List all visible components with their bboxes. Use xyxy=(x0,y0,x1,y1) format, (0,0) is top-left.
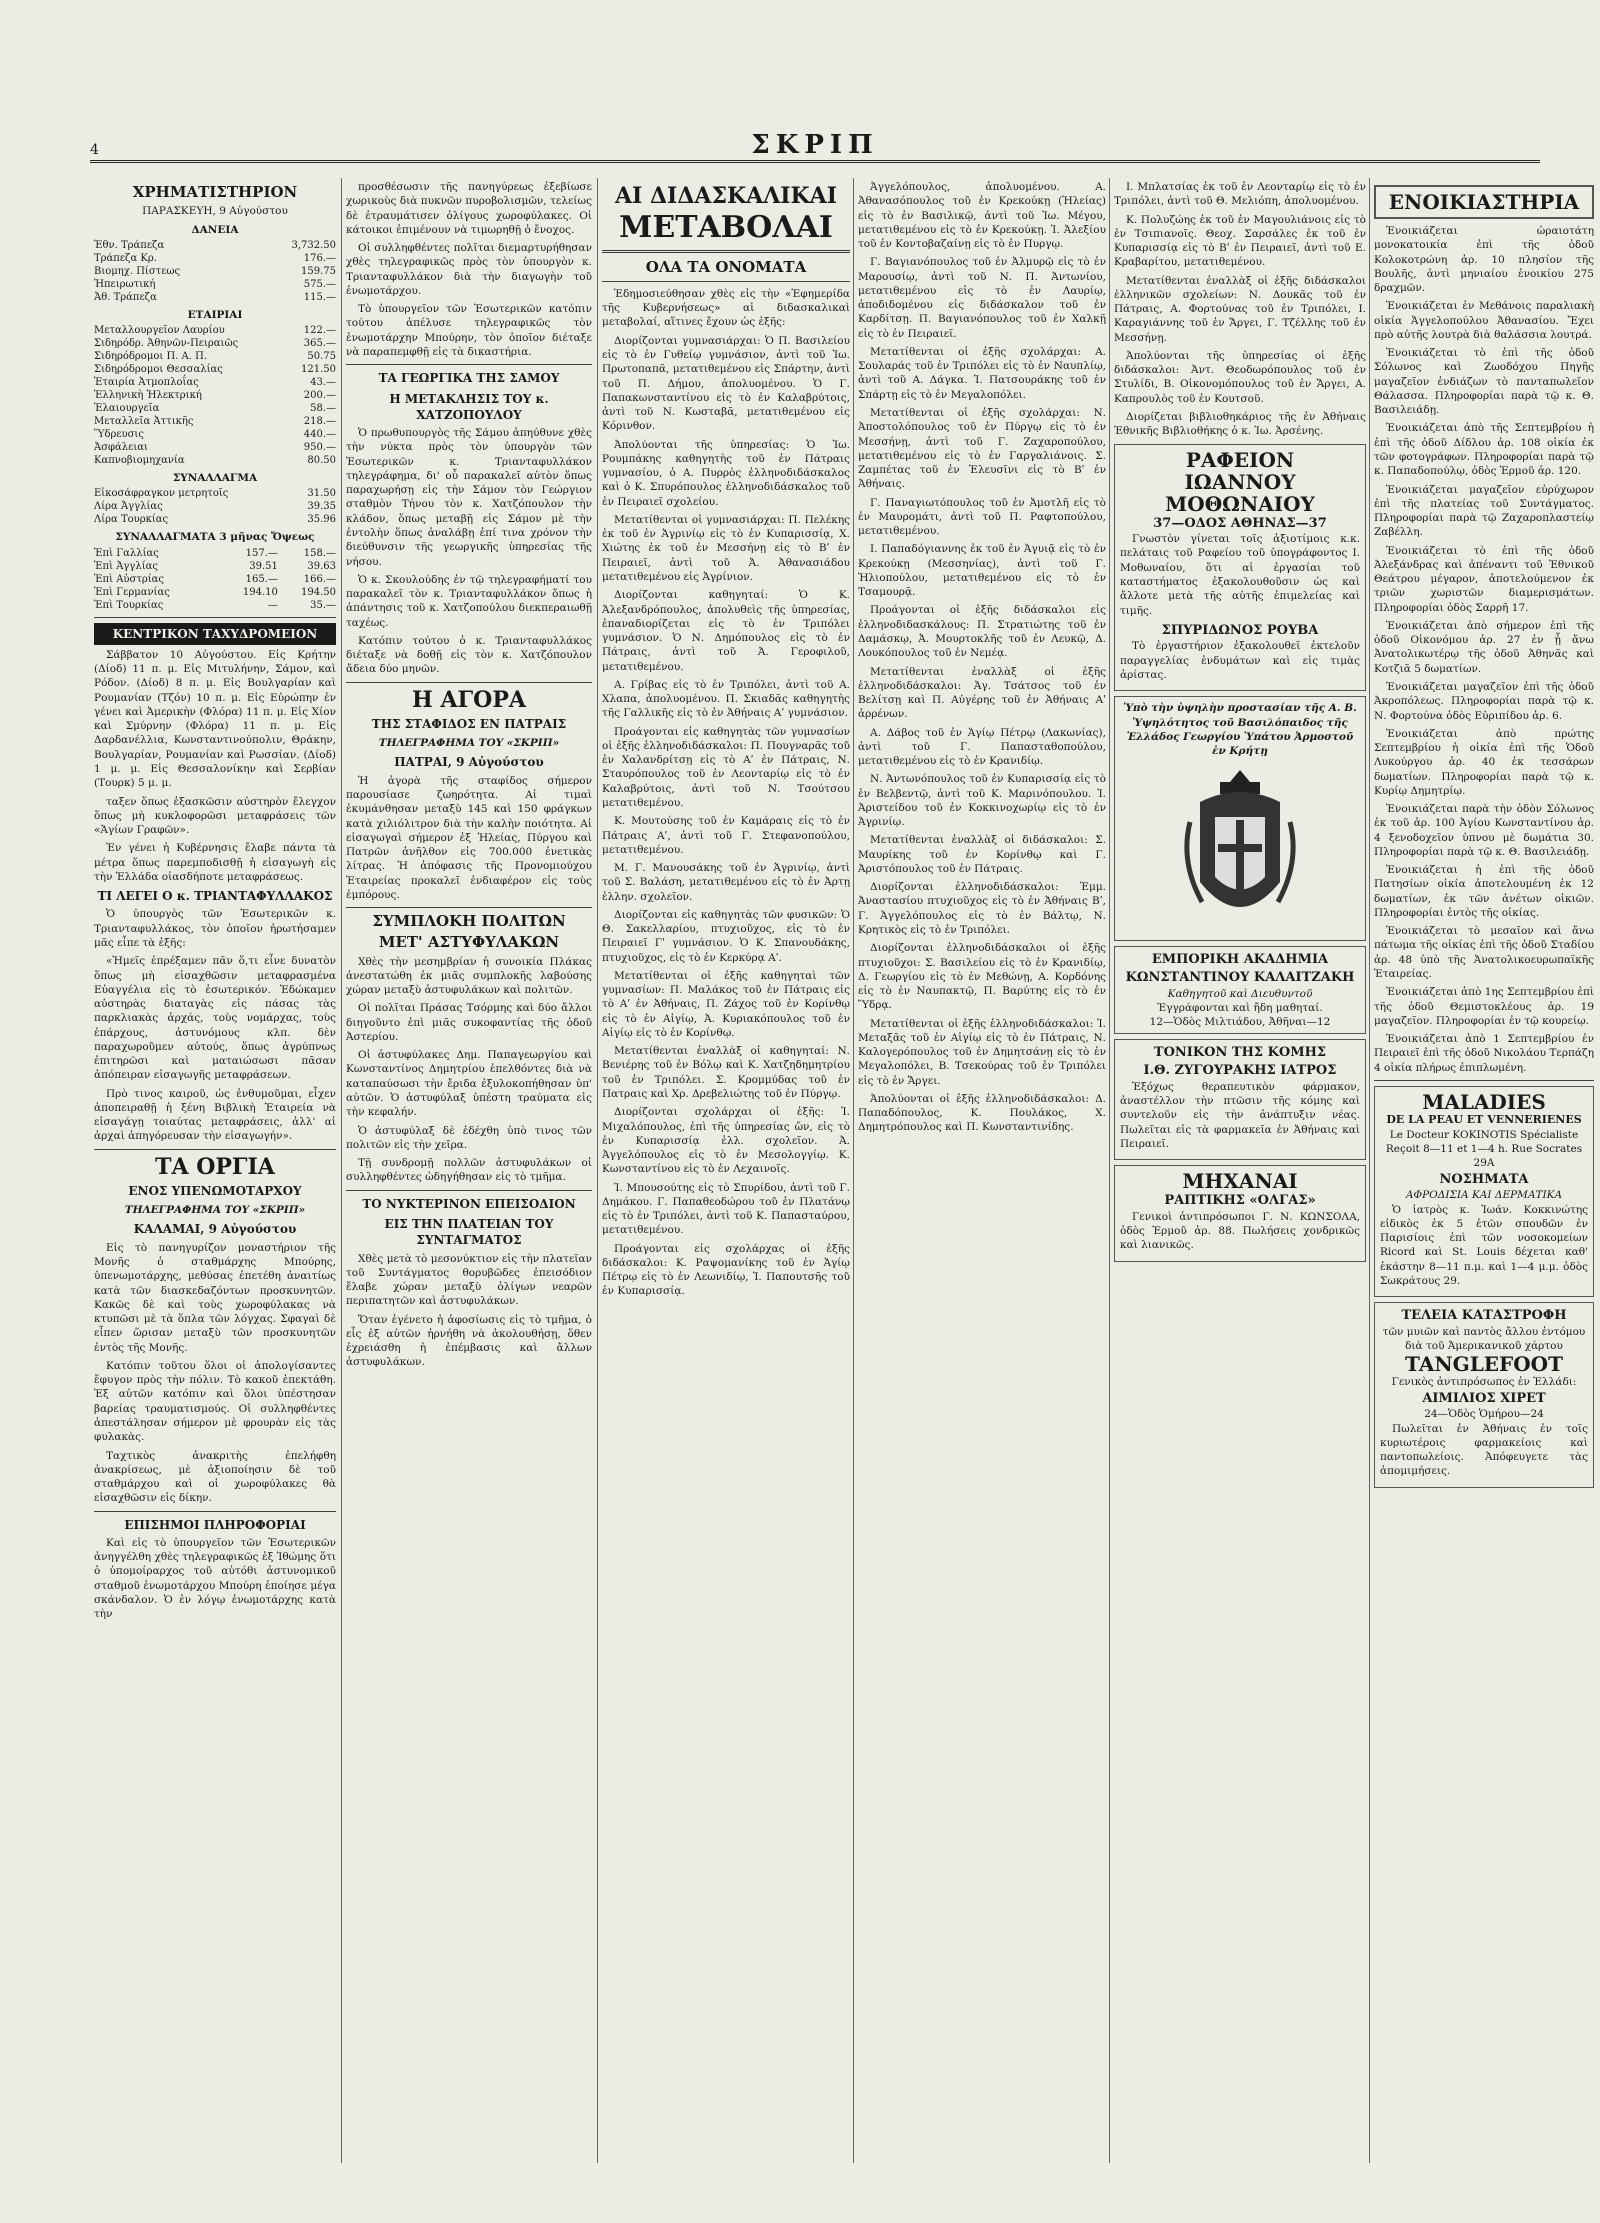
row-value: 43.— xyxy=(310,377,336,389)
diseases-subtitle: ΑΦΡΟΔΙΣΙΑ ΚΑΙ ΔΕΡΜΑΤΙΚΑ xyxy=(1405,1189,1563,1202)
flypaper-text: Πωλεῖται ἐν Ἀθήναις ἐν τοῖς κυριωτέροις φαρμακείοις καὶ παντοπωλείοις. Ἀπόφευγετε τὰς ἀπομιμήσεις. xyxy=(1380,1422,1588,1478)
post-office-title: ΚΕΝΤΡΙΚΟΝ ΤΑΧΥΔΡΟΜΕΙΟΝ xyxy=(94,623,336,645)
divider xyxy=(346,364,592,365)
tailor-ad xyxy=(1114,444,1366,692)
divider xyxy=(346,1190,592,1191)
academy-note: Ἐγγράφονται καὶ ἤδη μαθηταί. xyxy=(1157,1001,1323,1014)
article-paragraph: Μετατίθενται οἱ ἑξῆς σχολάρχαι: Α. Σουλαράς τοῦ ἐν Τριπόλει εἰς τὸ ἐν Ναυπλίῳ, ἀντὶ τοῦ Α. Δάγκα. Ἰ. Πατσουράκης τοῦ ἐν Σπάρτῃ εἰς τὸ ἐν Μεγαλοπόλει. xyxy=(858,345,1106,401)
companies-heading: ΕΤΑΙΡΙΑΙ xyxy=(187,308,243,321)
row-value: 39.63 xyxy=(307,560,336,572)
row-value: 35.96 xyxy=(307,514,336,526)
row-name: Ἐπὶ Ἀγγλίας xyxy=(94,560,158,572)
divider xyxy=(346,682,592,683)
column-4 xyxy=(858,180,1106,1139)
teachers-title-2: ΜΕΤΑΒΟΛΑΙ xyxy=(619,210,833,246)
article-paragraph: Ἐδημοσιεύθησαν χθὲς εἰς τὴν «Ἐφημερίδα τῆς Κυβερνήσεως» αἱ διδασκαλικαὶ μεταβολαί, αἵτινες ἔχουν ὡς ἑξῆς: xyxy=(602,287,850,329)
article-paragraph: Ἀπολύονται οἱ ἑξῆς ἑλληνοδιδάσκαλοι: Δ. Παπαδόπουλος, Κ. Πουλάκος, Χ. Δημητρόπουλος καὶ Π. Κωνσταντινίδης. xyxy=(858,1092,1106,1134)
article-paragraph: Ἐν γένει ἡ Κυβέρνησις ἔλαβε πάντα τὰ μέτρα ὅπως παρεμποδισθῇ ἡ εἰσαγωγὴ εἰς τὴν Ἑλλάδα οἱασδήποτε μεταφράσεως. xyxy=(94,842,336,883)
maladies-hours: Reçoit 8—11 et 1—4 h. Rue Socrates 29A xyxy=(1385,1143,1583,1170)
article-paragraph: Ὁ πρωθυπουργὸς τῆς Σάμου ἀπηύθυνε χθὲς τὴν νύκτα πρὸς τὸν ὑπουργὸν τῶν Ἐσωτερικῶν κ. Τριανταφυλλάκον τηλεγράφημα, δι' οὗ παρακαλεῖ αὐτὸν ὅπως παραχωρήσῃ εἰς τὴν Σάμον τὸν Γεώργιον σταθμὸν Τήνου τὸν κ. Χατζόπουλον τὴν κλάδον, ὅπως μεταβῇ εἰς Σάμον μὲ τὴν ἐντολὴν ὅπως ἀναλάβῃ ἐπί τινα χρόνον τὴν διεύθυνσιν τῆς γεωργικῆς ὑπηρεσίας τῆς νήσου. xyxy=(346,427,592,568)
row-name: Ἐθν. Τράπεζα xyxy=(94,239,165,251)
loans-heading: ΔΑΝΕΙΑ xyxy=(191,223,239,236)
rental-ad: Ἐνοικιάζεται ἐν Μεθάνοις παραλιακὴ οἰκία Ἀγγελοπούλου Ἀθανασίου. Ἔχει πρὸ αὐτῆς λουτρὰ διὰ θαλάσσια λουτρά. xyxy=(1374,300,1594,341)
row-value: 200.— xyxy=(303,390,336,402)
row-name: Ἑλληνικὴ Ἠλεκτρική xyxy=(94,390,202,402)
row-name: Ἠπειρωτική xyxy=(94,278,156,290)
table-row xyxy=(94,454,336,467)
night-incident-title: ΤΟ ΝΥΚΤΕΡΙΝΟΝ ΕΠΕΙΣΟΔΙΟΝ xyxy=(362,1196,576,1211)
article-paragraph: Γ. Παναγιωτόπουλος τοῦ ἐν Ἀμοτλῆ εἰς τὸ ἐν Μαυρομάτι, ἀντὶ τοῦ Π. Ραφτοπούλου, μετατιθεμένου. xyxy=(858,496,1106,538)
table-row xyxy=(94,291,336,304)
table-row xyxy=(94,513,336,526)
rental-ad: Ἐνοικιάζεται τὸ ἐπὶ τῆς ὁδοῦ Ἀλεξάνδρας καὶ ἀπέναντι τοῦ Ἐθνικοῦ Θεάτρου μέγαρον, ἀποτελούμενον ἐκ τριῶν χωριστῶν διαμερισμάτων. Πληροφορίαι ὁδὸς Σαρρῆ 17. xyxy=(1374,544,1594,614)
rental-ad: Ἐνοικιάζεται τὸ μεσαῖον καὶ ἄνω πάτωμα τῆς οἰκίας ἐπὶ τῆς ὁδοῦ Σταδίου ἀρ. 48 ὑπὸ τῆς Ἀνατολικοευρωπαϊκῆς Ἑταιρείας. xyxy=(1374,925,1594,981)
telegram-label: ΤΗΛΕΓΡΑΦΗΜΑ ΤΟΥ «ΣΚΡΙΠ» xyxy=(378,737,560,750)
article-paragraph: Οἱ συλληφθέντες πολῖται διεμαρτυρήθησαν χθὲς τηλεγραφικῶς πρὸς τὸν ὑπουργὸν κ. Τριανταφυλλάκον διὰ τὴν διαγωγὴν τοῦ ἐνωμοτάρχου. xyxy=(346,242,592,297)
article-paragraph: Χθὲς τὴν μεσημβρίαν ἡ συνοικία Πλάκας ἀνεστατώθη ἐκ μιᾶς συμπλοκῆς λαβούσης χώραν μεταξὺ ἀστυφυλάκων καὶ πολιτῶν. xyxy=(346,955,592,997)
article-paragraph: Καὶ εἰς τὸ ὑπουργεῖον τῶν Ἐσωτερικῶν ἀνηγγέλθη χθὲς τηλεγραφικῶς ἐξ Ἰθώμης ὅτι ὁ ὑπομοίραρχος τοῦ αὐτόθι ἀστυνομικοῦ σταθμοῦ ἐνωμοτάρχου Μπούρη ἐποίησε μέγα σκάνδαλον. Ὁ ἐν λόγῳ ἐνωμοτάρχης κατὰ τὴν xyxy=(94,1536,336,1621)
masthead-title: ΣΚΡΙΠ xyxy=(751,130,879,160)
divider xyxy=(94,617,336,618)
article-paragraph: Μετατίθενται ἐναλλὰξ οἱ διδάσκαλοι: Σ. Μαυρίκης τοῦ ἐν Κορίνθῳ καὶ Γ. Ἀριστόπουλος τοῦ ἐν Πάτραις. xyxy=(858,834,1106,875)
table-row xyxy=(94,415,336,428)
article-paragraph: Διορίζονται καθηγηταί: Ὁ Κ. Ἀλεξανδρόπουλος, ἀπολυθεὶς τῆς ὑπηρεσίας, ἐπαναδιορίζεται εἰς τὸ ἐν Τριπόλει γυμνάσιον. Ὁ Ν. Δημόπουλος εἰς τὸ ἐν Πάτραις, ἀντὶ τοῦ Ἀ. Γεροφιλοῦ, μετατιθεμένου. xyxy=(602,589,850,673)
article-paragraph: Προάγονται οἱ ἑξῆς διδάσκαλοι εἰς ἑλληνοδιδασκάλους: Π. Στρατιώτης τοῦ ἐν Δαμάσκῳ, Ἀ. Μουρτοκλῆς τοῦ ἐν Λευκῷ, Δ. Λουκόπουλος τοῦ ἐν Νεμέᾳ. xyxy=(858,604,1106,660)
row-name: Ἐλαιουργεῖα xyxy=(94,403,160,415)
article-paragraph: Διορίζονται ἑλληνοδιδάσκαλοι: Ἐμμ. Ἀναστασίου πτυχιοῦχος εἰς τὸ ἐν Ἀθήναις Βʹ, Γ. Ἀγγελόπουλος εἰς τὸ ἐν Βάλτῳ, Ν. Κρητικὸς εἰς τὸ ἐν Τριπόλει. xyxy=(858,881,1106,937)
diseases-title: ΝΟΣΗΜΑΤΑ xyxy=(1439,1171,1529,1187)
tailor-name-2: ΣΠΥΡΙΔΩΝΟΣ ΡΟΥΒΑ xyxy=(1161,622,1319,638)
row-name: Μεταλλεῖα Ἀττικῆς xyxy=(94,416,194,428)
row-value: 157.— xyxy=(245,547,278,559)
table-row xyxy=(94,363,336,376)
row-name: Λίρα Ἀγγλίας xyxy=(94,501,163,513)
article-paragraph: Κατόπιν τοῦτου ὅλοι οἱ ἀπολογίσαντες ἔφυγον πρὸς τὴν πόλιν. Τὸ κακοῦ ἐπεκτάθη. Ἐξ αὐτῶν κατόπιν καὶ ὅλοι ὑπέστησαν βαρείας τραυματισμούς. Οἱ συλληφθέντες ἀπεστάλησαν σήμερον μὲ φρουρὰν εἰς τὰς φυλακὰς. xyxy=(94,1359,336,1444)
tailor-address: 37—ΟΔΟΣ ΑΘΗΝΑΣ—37 xyxy=(1153,515,1327,531)
row-value: 165.— xyxy=(245,573,278,585)
orgia-subtitle: ΕΝΟΣ ΥΠΕΝΩΜΟΤΑΡΧΟΥ xyxy=(128,1183,302,1198)
article-paragraph: Ἀπολύονται τῆς ὑπηρεσίας οἱ ἑξῆς διδάσκαλοι: Ἀντ. Θεοδωρόπουλος τοῦ ἐν Στυλίδι, Β. Οἰκονομόπουλος τοῦ ἐν Ἄργει, Α. Καπρουλὸς τοῦ ἐν Κουτσοῦ. xyxy=(1114,349,1366,405)
article-paragraph: Οἱ ἀστυφύλακες Δημ. Παπαγεωργίου καὶ Κωνσταντίνος Δημητρίου ἐπελθόντες διὰ νὰ καταπαύσωσι τὴν ἔριδα ἐξυλοκοπήθησαν ὑπ' αὐτῶν. Ὁ ἀστυφύλαξ ὑπέστη τραύματα εἰς τὴν κεφαλήν. xyxy=(346,1049,592,1119)
article-paragraph: Ταχτικὸς ἀνακριτὴς ἐπελήφθη ἀνακρίσεως, μὲ ἀξιοποίησιν δὲ τοῦ σταθμάρχου καὶ οἱ χωροφύλακες θὰ εἰσαχθῶσιν εἰς δίκην. xyxy=(94,1449,336,1505)
diseases-text: Ὁ ἰατρὸς κ. Ἰωάν. Κοκκινώτης εἰδικὸς ἐκ 5 ἐτῶν σπουδῶν ἐν Παρισίοις ἐπὶ τῶν νοσοκομείων Ricord καὶ St. Louis δέχεται καθ' ἑκάστην 8—11 π.μ. καὶ 1—4 μ.μ. ὁδὸς Σωκράτους 29. xyxy=(1380,1203,1588,1287)
row-name: Ἐπὶ Γαλλίας xyxy=(94,547,159,559)
table-row xyxy=(94,265,336,278)
sewing-machines-ad xyxy=(1114,1165,1366,1261)
table-row xyxy=(94,599,336,612)
flypaper-subtitle: τῶν μυιῶν καὶ παντὸς ἄλλου ἐντόμου διὰ τοῦ Ἀμερικανικοῦ χάρτου xyxy=(1382,1325,1586,1353)
article-paragraph: Διορίζονται ἑλληνοδιδάσκαλοι οἱ ἑξῆς πτυχιοῦχοι: Σ. Βασιλείου εἰς τὸ ἐν Κρανιδίῳ, Δ. Γεωργίου εἰς τὸ ἐν Μεθώνῃ, Α. Κορδόνης εἰς τὸ ἐν Ναυπακτῷ, Π. Βαρύτης εἰς τὸ ἐν Ὕδρᾳ. xyxy=(858,942,1106,1012)
rental-ad: Ἐνοικιάζεται ἡ ἐπὶ τῆς ὁδοῦ Πατησίων οἰκία ἀποτελουμένη ἐκ 12 δωματίων, ἐκ τῶν ἀνέτων οἰκιῶν. Πληροφορίαι ἐντὸς τῆς οἰκίας. xyxy=(1374,864,1594,919)
article-paragraph: Προάγονται εἰς καθηγητὰς τῶν γυμνασίων οἱ ἑξῆς ἑλληνοδιδάσκαλοι: Π. Πουγναρᾶς τοῦ ἐν Χαλανδρίτσῃ εἰς τὸ Αʹ ἐν Πάτραις, Ν. Σταυρόπουλος τοῦ ἐν Λεονταρίῳ εἰς τὸ ἐν Καλαβρύτοις, ἀντὶ τοῦ Ν. Τσούτσου μετατιθεμένου. xyxy=(602,725,850,809)
police-subtitle: ΜΕΤ' ΑΣΤΥΦΥΛΑΚΩΝ xyxy=(378,933,560,952)
row-value: 194.10 xyxy=(242,586,278,598)
table-row xyxy=(94,428,336,441)
row-value: 218.— xyxy=(303,416,336,428)
rental-ad: Ἐνοικιάζεται ἀπὸ πρώτης Σεπτεμβρίου ἡ οἰκία ἐπὶ τῆς Ὁδοῦ Λυκούργου ἀρ. 40 ἐκ τεσσάρων δωματίων. Πληροφορίαι παρὰ τῷ κ. Κυρίῳ Δημητρίῳ. xyxy=(1374,727,1594,797)
article-paragraph: Ἀγγελόπουλος, ἀπολυομένου. Α. Ἀθανασόπουλος τοῦ ἐν Κρεκούκῃ (Ἠλείας) εἰς τὸ ἐν Βασιλικῷ, ἀντὶ τοῦ Ἰω. Μέγου, μετατιθεμένου εἰς τὸ ἐν Κρεκούκῃ. Ἰ. Ἀλεξίου τοῦ ἐν Κοντοβαζαίνῃ εἰς τὸ ἐν Πυργῳ. xyxy=(858,181,1106,251)
divider xyxy=(1374,1080,1594,1081)
table-row xyxy=(94,337,336,350)
article-paragraph: Μετατίθενται οἱ ἑξῆς καθηγηταὶ τῶν γυμνασίων: Π. Μαλάκος τοῦ ἐν Πάτραις εἰς τὸ Αʹ ἐν Ἀθήναις, Π. Ζάχος τοῦ ἐν Κορίνθῳ εἰς τὸ ἐν Αἰγίῳ, Ἀ. Κυριακόπουλος τοῦ ἐν Αἰγίῳ εἰς τὸ ἐν Κορίνθῳ. xyxy=(602,969,850,1039)
rental-ad: Ἐνοικιάζεται ἀπὸ τῆς Σεπτεμβρίου ἡ ἐπὶ τῆς ὁδοῦ Δίδλου ἀρ. 108 οἰκία ἐκ τῶν φοτογράφων. Πληροφορίαι παρὰ τῷ κ. Παπαδοπούλῳ, ὁδὸς Ἐρμοῦ ἀρ. 120. xyxy=(1374,422,1594,478)
row-name: Βιομηχ. Πίστεως xyxy=(94,265,181,277)
maladies-subtitle: DE LA PEAU ET VENNERIENES xyxy=(1386,1112,1582,1126)
column-rule xyxy=(853,178,854,2163)
article-paragraph: Μετατίθενται ἐναλλὰξ οἱ ἑξῆς διδάσκαλοι ἑλληνικῶν σχολείων: Ν. Δουκᾶς τοῦ ἐν Πάτραις, Α. Φορτούνας τοῦ ἐν Τριπόλει, Ι. Καραγιάννης τοῦ ἐν Ἄργει, Γ. Τζέλλης τοῦ ἐν Μεσσήνῃ. xyxy=(1114,274,1366,344)
tonic-ad xyxy=(1114,1039,1366,1160)
night-incident-subtitle: ΕΙΣ ΤΗΝ ΠΛΑΤΕΙΑΝ ΤΟΥ ΣΥΝΤΑΓΜΑΤΟΣ xyxy=(384,1216,554,1248)
article-paragraph: Μετατίθενται οἱ γυμνασιάρχαι: Π. Πελέκης ἐκ τοῦ ἐν Ἀγρινίῳ εἰς τὸ ἐν Κυπαρισσίᾳ, Χ. Χιώτης ἐκ τοῦ ἐν Μεσσήνῃ εἰς τὸ Βʹ ἐν Πειραιεῖ, ἀντὶ τοῦ Ἀ. Ἀθανασιάδου μετατιθεμένου εἰς Ἀγρίνιον. xyxy=(602,513,850,583)
table-row xyxy=(94,278,336,291)
divider xyxy=(94,1149,336,1150)
article-paragraph: Ι. Παπαδόγιαννης ἐκ τοῦ ἐν Ἀγυιᾷ εἰς τὸ ἐν Κρεκούκῃ (Μεσσηνίας), ἀντὶ τοῦ Γ. Ἠλιοπούλου, μετατιθεμένου εἰς τὸ ἐν Τσαμουρᾷ. xyxy=(858,543,1106,599)
dateline: ΚΑΛΑΜΑΙ, 9 Αὐγούστου xyxy=(133,1222,297,1237)
table-row xyxy=(94,376,336,389)
rental-ad: Ἐνοικιάζεται ὡραιοτάτη μονοκατοικία ἐπὶ τῆς ὁδοῦ Κολοκοτρώνη ἀρ. 10 πλησίον τῆς Βουλῆς, ἀντὶ μηνιαίου ἐνοικίου 275 δραχμῶν. xyxy=(1374,225,1594,295)
row-name: Ἀθ. Τράπεζα xyxy=(94,291,157,303)
article-paragraph: Διορίζονται εἰς καθηγητὰς τῶν φυσικῶν: Ὁ Θ. Σακελλαρίου, πτυχιοῦχος, εἰς τὸ ἐν Πειραιεῖ Γʹ γυμνάσιον. Ὁ Κ. Σπανουδάκης, πτυχιοῦχος, εἰς τὸ ἐν Κερκύρᾳ Αʹ. xyxy=(602,908,850,964)
article-paragraph: Χθὲς μετὰ τὸ μεσονύκτιον εἰς τὴν πλατεῖαν τοῦ Συντάγματος θορυβῶδες ἐπεισόδιον ἔλαβε χώραν μεταξὺ ὀλίγων νεαρῶν περιπατητῶν καὶ ἀστυφυλάκων. xyxy=(346,1252,592,1308)
exchange-title: ΧΡΗΜΑΤΙΣΤΗΡΙΟΝ xyxy=(132,183,298,201)
row-name: Ἐπὶ Τουρκίας xyxy=(94,599,164,611)
police-title: ΣΥΜΠΛΟΚΗ ΠΟΛΙΤΩΝ xyxy=(372,912,566,931)
info-title: ΕΠΙΣΗΜΟΙ ΠΛΗΡΟΦΟΡΙΑΙ xyxy=(124,1517,306,1532)
row-name: Ἐπὶ Γερμανίας xyxy=(94,586,170,598)
row-value: 58.— xyxy=(310,403,336,415)
tonic-title: ΤΟΝΙΚΟΝ ΤΗΣ ΚΟΜΗΣ xyxy=(1153,1045,1327,1061)
divider xyxy=(602,281,850,282)
samos-subtitle: Η ΜΕΤΑΚΛΗΣΙΣ ΤΟΥ κ. ΧΑΤΖΟΠΟΥΛΟΥ xyxy=(389,391,549,422)
exchange-rates-table xyxy=(94,547,336,612)
table-row xyxy=(94,239,336,252)
article-paragraph: Ἀπολύονται τῆς ὑπηρεσίας: Ὁ Ἰω. Ρουμπάκης καθηγητὴς τοῦ ἐν Πάτραις γυμνασίου, ὁ Α. Πυρρὸς ἐλληνοδιδάσκαλος καὶ ὁ Κ. Σπυρόπουλος ἐλληνοδιδάσκαλος τοῦ ἐν Πειραιεῖ σχολείου. xyxy=(602,438,850,508)
article-paragraph: Κ. Πολυζώης ἐκ τοῦ ἐν Μαγουλιάνοις εἰς τὸ ἐν Τσιπιανοῖς. Θεοχ. Σαρσάλες ἐκ τοῦ ἐν Κυπαρισσίᾳ εἰς τὸ Βʹ ἐν Πειραιεῖ, ἀντὶ τοῦ Ε. Κραβαρίτου, μετατιθεμένου. xyxy=(1114,213,1366,269)
rental-ad: Ἐνοικιάζεται ἀπὸ 1 Σεπτεμβρίου ἐν Πειραιεῖ ἐπὶ τῆς ὁδοῦ Νικολάου Τερπάζη 4 οἰκία πλήρως ἐπιπλωμένη. xyxy=(1374,1033,1594,1074)
column-rule xyxy=(341,178,342,2163)
column-rule xyxy=(597,178,598,2163)
column-1 xyxy=(94,180,336,1625)
masthead-rule xyxy=(90,160,1540,163)
tonic-doctor: Ι.Θ. ΖΥΓΟΥΡΑΚΗΣ ΙΑΤΡΟΣ xyxy=(1143,1063,1337,1079)
row-value: 39.35 xyxy=(307,501,336,513)
row-name: Σιδηρόδρ. Ἀθηνῶν-Πειραιῶς xyxy=(94,338,239,350)
article-paragraph: Ὁ ὑπουργὸς τῶν Ἐσωτερικῶν κ. Τριανταφυλλάκος, τὸν ὁποῖον ἠρωτήσαμεν μᾶς εἶπε τὰ ἑξῆς: xyxy=(94,908,336,949)
row-value: 121.50 xyxy=(301,364,336,376)
exchange-rates-heading: ΣΥΝΑΛΛΑΓΜΑΤΑ 3 μῆνας Ὄψεως xyxy=(115,531,315,544)
flypaper-agent-name: ΑΙΜΙΛΙΟΣ ΧΙΡΕΤ xyxy=(1422,1390,1546,1406)
column-rule xyxy=(1109,178,1110,2163)
row-value: 575.— xyxy=(303,278,336,290)
academy-ad xyxy=(1114,946,1366,1034)
article-paragraph: Τὸ ὑπουργεῖον τῶν Ἐσωτερικῶν κατόπιν τούτου ἀπέλυσε τηλεγραφικῶς τὸν ἐνωμοτάρχην Μπούρην, τὸν ὁποῖον διέταξε νὰ παραπεμφθῇ εἰς τὰ δικαστήρια. xyxy=(346,303,592,358)
article-paragraph: Ι. Μπλατσίας ἐκ τοῦ ἐν Λεονταρίῳ εἰς τὸ ἐν Τριπόλει, ἀντὶ τοῦ Θ. Μελιόπη, ἀπολυομένου. xyxy=(1114,181,1366,208)
row-value: 50.75 xyxy=(307,351,336,363)
article-paragraph: Κατόπιν τούτου ὁ κ. Τριανταφυλλάκος διέταξε νὰ δοθῇ εἰς τὸν κ. Χατζόπουλον ἄδεια δύο μηνῶν. xyxy=(346,634,592,676)
flypaper-brand: TANGLEFOOT xyxy=(1405,1352,1563,1377)
row-name: Σιδηρόδρομοι Π. Α. Π. xyxy=(94,351,207,363)
rental-ad: Ἐνοικιάζεται ἀπὸ 1ης Σεπτεμβρίου ἐπὶ τῆς ὁδοῦ Θεμιστοκλέους ἀρ. 19 μαγαζεῖον. Πληροφορίαι ἐν τῷ κουρείῳ. xyxy=(1374,986,1594,1027)
row-name: Σιδηρόδρομοι Θεσσαλίας xyxy=(94,364,223,376)
divider xyxy=(346,907,592,908)
table-row xyxy=(94,252,336,265)
table-row xyxy=(94,324,336,337)
rental-ad: Ἐνοικιάζεται τὸ ἐπὶ τῆς ὁδοῦ Σόλωνος καὶ Ζωοδόχου Πηγῆς μαγαζεῖον ἐνδιάζων τὸ πανταπωλεῖον Θάλασσα. Πληροφορίαι παρὰ τῷ κ. Θ. Βασιλειάδῃ. xyxy=(1374,347,1594,417)
row-value: 166.— xyxy=(303,573,336,585)
column-3 xyxy=(602,180,850,1303)
rental-ad: Ἐνοικιάζεται παρὰ τὴν ὁδὸν Σόλωνος ἐκ τοῦ ἀρ. 100 Ἀγίου Κωνσταντίνου ἀρ. 4 ξενοδοχεῖον ὑπνου μὲ δωμάτια 30. Πληροφορίαι παρὰ τῷ κ. Θ. Βασιλειάδῃ. xyxy=(1374,803,1594,858)
maladies-title: MALADIES xyxy=(1422,1089,1546,1114)
flypaper-agent-label: Γενικὸς ἀντιπρόσωπος ἐν Ἑλλάδι: xyxy=(1391,1376,1577,1389)
table-row xyxy=(94,586,336,599)
tailor-title: ΡΑΦΕΙΟΝ xyxy=(1185,447,1295,472)
agora-subtitle: ΤΗΣ ΣΤΑΦΙΔΟΣ ΕΝ ΠΑΤΡΑΙΣ xyxy=(371,716,567,731)
row-value: 176.— xyxy=(303,252,336,264)
divider xyxy=(602,250,850,253)
flypaper-ad xyxy=(1374,1302,1594,1487)
table-row xyxy=(94,441,336,454)
row-value: 365.— xyxy=(303,338,336,350)
article-paragraph: Κ. Μουτούσης τοῦ ἐν Καμάραις εἰς τὸ ἐν Πάτραις Αʹ, ἀντὶ τοῦ Γ. Στεφανοπούλου, μετατιθεμένου. xyxy=(602,815,850,856)
article-paragraph: Ὁ ἀστυφύλαξ δὲ ἐδέχθη ὑπὸ τινος τῶν πολιτῶν εἰς τὴν χεῖρα. xyxy=(346,1124,592,1151)
row-value: 158.— xyxy=(303,547,336,559)
rates-heading: ΣΥΝΑΛΛΑΓΜΑ xyxy=(172,472,258,485)
row-value: 122.— xyxy=(303,325,336,337)
academy-name: ΚΩΝΣΤΑΝΤΙΝΟΥ ΚΑΛΑΙΤΖΑΚΗ xyxy=(1125,969,1355,985)
machines-text: Γενικοὶ ἀντιπρόσωποι Γ. Ν. ΚΩΝΣΟΛΑ, ὁδὸς Ἑρμοῦ ἀρ. 88. Πωλήσεις χονδρικῶς καὶ λιανικῶς. xyxy=(1120,1210,1360,1252)
table-row xyxy=(94,500,336,513)
tailor-name: ΙΩΑΝΝΟΥ ΜΟΘΩΝΑΙΟΥ xyxy=(1165,469,1315,516)
row-name: Εἰκοσάφραγκον μετρητοῖς xyxy=(94,488,229,500)
row-value: 440.— xyxy=(303,429,336,441)
academy-address: 12—Ὁδὸς Μιλτιάδου, Ἀθῆναι—12 xyxy=(1149,1016,1331,1029)
samos-title: ΤΑ ΓΕΩΡΓΙΚΑ ΤΗΣ ΣΑΜΟΥ xyxy=(378,371,560,386)
flypaper-address: 24—Ὁδὸς Ὁμήρου—24 xyxy=(1424,1408,1544,1421)
teachers-title-1: ΑΙ ΔΙΔΑΣΚΑΛΙΚΑΙ xyxy=(614,183,838,209)
article-paragraph: Ὁ κ. Σκουλούδης ἐν τῷ τηλεγραφήματί του παρακαλεῖ τὸν κ. Τριανταφυλλάκον ὅπως ἡ ἀπάντησις τοῦ κ. Χατζοπούλου διεκπεραιωθῇ ταχέως. xyxy=(346,573,592,629)
article-paragraph: Μ. Γ. Μανουσάκης τοῦ ἐν Ἀγρινίῳ, ἀντὶ τοῦ Σ. Βαλάση, μετατιθεμένου εἰς τὸ ἐν Ἀρτῃ ἑλλην. σχολεῖον. xyxy=(602,862,850,903)
table-row xyxy=(94,350,336,363)
column-6 xyxy=(1374,180,1594,1493)
article-paragraph: Μετατίθενται οἱ ἑξῆς σχολάρχαι: Ν. Ἀποστολόπουλος τοῦ ἐν Πύργῳ εἰς τὸ ἐν Μεσσήνῃ, ἀντὶ τοῦ Γ. Ζαχαροπούλου, μετατιθεμένου εἰς τὸ ἐν Γαργαλιάνοις. Σ. Ζαμπέτας τοῦ ἐν Ἐλευσῖνι εἰς τὸ Βʹ ἐν Ἀθήναις. xyxy=(858,406,1106,491)
rates-table xyxy=(94,487,336,526)
row-name: Ὕδρευσις xyxy=(94,429,144,441)
names-heading: ΟΛΑ ΤΑ ΟΝΟΜΑΤΑ xyxy=(645,257,807,276)
tailor-text: Γνωστὸν γίνεται τοῖς ἀξιοτίμοις κ.κ. πελάταις τοῦ Ραφείου τοῦ ὑπογράφοντος Ι. Μοθωναίου, ὅτι αἱ ἐργασίαι τοῦ καταστήματος ἐξακολουθοῦσιν ὡς καὶ ἄλλοτε μετὰ τῆς αὐτῆς ἐπιμελείας καὶ τιμῆς. xyxy=(1120,533,1360,617)
row-name: Τράπεζα Κρ. xyxy=(94,252,157,264)
article-paragraph: Μετατίθενται οἱ ἑξῆς ἑλληνοδιδάσκαλοι: Ἰ. Μεταξᾶς τοῦ ἐν Αἰγίῳ εἰς τὸ ἐν Πάτραις, Ν. Καλογερόπουλος τοῦ ἐν Δημητσάνῃ εἰς τὸ ἐν Μεγαλοπόλει, Β. Τσεκούρας τοῦ ἐν Τριπόλει εἰς τὸ ἐν Ἄργει. xyxy=(858,1017,1106,1087)
exchange-date: ΠΑΡΑΣΚΕΥΗ, 9 Αὐγούστου xyxy=(142,205,288,218)
table-row xyxy=(94,389,336,402)
divider xyxy=(94,1511,336,1512)
row-name: Λίρα Τουρκίας xyxy=(94,514,169,526)
column-2 xyxy=(346,180,592,1374)
article-paragraph: Προάγονται εἰς σχολάρχας οἱ ἑξῆς διδάσκαλοι: Κ. Ραψομανίκης τοῦ ἐν Ἁγίῳ Πέτρῳ εἰς τὸ ἐν Λεωνιδίῳ, Ἰ. Παπουτσῆς τοῦ ἐν Κυπαρισσίᾳ. xyxy=(602,1242,850,1298)
article-paragraph: Διορίζονται γυμνασιάρχαι: Ὁ Π. Βασιλείου εἰς τὸ ἐν Γυθείῳ γυμνάσιον, ἀντὶ τοῦ Ἰω. Πρωτοπαπᾶ, μετατιθεμένου εἰς Σπάρτην, ἀντὶ τοῦ Π. Δήμου, ἀπολυομένου. Ὁ Γ. Παπακωνσταντίνου εἰς τὸ ἐν Καλαβρύτοις, ἀντὶ τοῦ Ν. Κωσταβᾶ, μετατιθεμένου εἰς Κόρινθον. xyxy=(602,334,850,433)
maladies-doctor: Le Docteur KOKINOTIS Spécialiste xyxy=(1389,1128,1579,1141)
article-paragraph: Εἰς τὸ πανηγυρίζον μοναστήριον τῆς Μονῆς ὁ σταθμάρχης Μπούρης, ὑπενωμοτάρχης, μεθύσας ἐπετέθη ἀναιτίως κατὰ τῶν διασκεδαζόντων προσκυνητῶν. Κακῶς δὲ καὶ τοὺς χωροφύλακας νὰ κτυπῶσι μὲ τὰ ὅπλα τῶν λόγχας. Σφαγαὶ δὲ εἶπεν ὥρισαν μεταξὺ τῶν προσκυνητῶν ἐντὸς τῆς Μονῆς. xyxy=(94,1241,336,1354)
article-paragraph: Ν. Ἀντωνόπουλος τοῦ ἐν Κυπαρισσίᾳ εἰς τὸ ἐν Βελβεντῷ, ἀντὶ τοῦ Κ. Μαρινόπουλου. Ἰ. Ἀριστείδου τοῦ ἐν Κοκκινοχωρίῳ εἰς τὸ ἐν Ἀγρινίῳ. xyxy=(858,773,1106,829)
machines-name: ΡΑΠΤΙΚΗΣ «ΟΛΓΑΣ» xyxy=(1164,1193,1316,1209)
academy-title: ΕΜΠΟΡΙΚΗ ΑΚΑΔΗΜΙΑ xyxy=(1151,952,1329,968)
flypaper-title: ΤΕΛΕΙΑ ΚΑΤΑΣΤΡΟΦΗ xyxy=(1401,1308,1567,1324)
row-value: 35.— xyxy=(310,599,336,611)
masthead xyxy=(90,130,1540,170)
academy-role: Καθηγητοῦ καὶ Διευθυντοῦ xyxy=(1167,987,1313,1000)
row-name: Ἀσφάλειαι xyxy=(94,442,148,454)
orgia-title: ΤΑ ΟΡΓΙΑ xyxy=(155,1153,275,1180)
row-value: 3,732.50 xyxy=(291,239,336,251)
rentals-header xyxy=(1374,185,1594,219)
article-paragraph: Ὅταν ἐγένετο ἡ ἀφοσίωσις εἰς τὸ τμῆμα, ὁ εἷς ἐξ αὐτῶν ἠρνήθη νὰ ἀκολουθήσῃ, ὅθεν ἐχρειάσθη ἡ ἐπέμβασις καὶ ἄλλων ἀστυφυλάκων. xyxy=(346,1313,592,1369)
page-number: 4 xyxy=(90,142,99,158)
row-value: 80.50 xyxy=(307,455,336,467)
article-paragraph: Διορίζονται σχολάρχαι οἱ ἑξῆς: Ἰ. Μιχαλόπουλος, ἐπὶ τῆς ὑπηρεσίας ὤν, εἰς τὸ ἐν Κυπαρισσίᾳ ἑλλ. σχολεῖον. Ἀ. Ἀγγελόπουλος εἰς τὸ ἐν Μεσολογγίῳ. Κ. Κωνσταντίνου εἰς τὸ ἐν Λεχαινοῖς. xyxy=(602,1106,850,1176)
rentals-title: ΕΝΟΙΚΙΑΣΤΗΡΙΑ xyxy=(1388,190,1580,214)
telegram-label: ΤΗΛΕΓΡΑΦΗΜΑ ΤΟΥ «ΣΚΡΙΠ» xyxy=(124,1204,306,1217)
article-paragraph: ταξεν ὅπως ἐξασκῶσιν αὐστηρὸν ἔλεγχον ὅπως μὴ κυκλοφορῶσι μεταφράσεις τῶν «Ἁγίων Γραφῶν». xyxy=(94,795,336,837)
row-value: 39.51 xyxy=(249,560,278,572)
article-paragraph: Μετατίθενται ἐναλλὰξ οἱ καθηγηταί: Ν. Βενιέρης τοῦ ἐν Βόλῳ καὶ Κ. Χατζηδημητρίου τοῦ ἐν Τριπόλει. Σ. Κρομμύδας τοῦ ἐν Πατραις καὶ Χρ. Δρεβελιώτης τοῦ ἐν Πύργῳ. xyxy=(602,1045,850,1101)
royal-crest-icon xyxy=(1180,762,1300,932)
row-value: 115.— xyxy=(303,291,336,303)
rental-ad: Ἐνοικιάζεται μαγαζεῖον εὐρύχωρον ἐπὶ τῆς πλατείας τοῦ Συντάγματος. Πληροφορίαι παρὰ τῷ Ζαχαροπλαστείῳ Ζαβέλλη. xyxy=(1374,483,1594,539)
row-name: Καπνοβιομηχανία xyxy=(94,455,185,467)
rental-ad: Ἐνοικιάζεται μαγαζεῖον ἐπὶ τῆς ὁδοῦ Ἀκροπόλεως. Πληροφορίαι παρὰ τῷ κ. Ν. Φορτούνα ὁδὸς Εὐριπίδου ἀρ. 6. xyxy=(1374,680,1594,722)
row-value: 31.50 xyxy=(307,488,336,500)
loans-table xyxy=(94,239,336,304)
agora-title: Η ΑΓΟΡΑ xyxy=(412,686,526,713)
article-paragraph: Α. Δάβος τοῦ ἐν Ἁγίῳ Πέτρῳ (Λακωνίας), ἀντὶ τοῦ Γ. Παπασταθοπούλου, μετατιθεμένου εἰς τὸ ἐν Κρανιδίῳ. xyxy=(858,726,1106,768)
article-paragraph: Γ. Βαγιανόπουλος τοῦ ἐν Ἀλμυρῷ εἰς τὸ ἐν Μαρουσίῳ, ἀντὶ τοῦ Ν. Π. Ἀντωνίου, μετατιθεμένου εἰς τὸ ἐν Λαυρίῳ, ἀποδιδομένου εἰς διδάσκαλον τοῦ ἐν Καρδίτσῃ. Π. Βαγιανόπουλος τοῦ ἐν Χαλκῇ εἰς τὸ ἐν Πειραιεῖ. xyxy=(858,256,1106,340)
tonic-text: Ἐξόχως θεραπευτικὸν φάρμακον, ἀναστέλλον τὴν πτῶσιν τῆς κόμης καὶ συντελοῦν εἰς τὴν ἀνάπτυξιν νέας. Πωλεῖται εἰς τὰ φαρμακεῖα ἐν Ἀθήναις καὶ Πειραιεῖ. xyxy=(1120,1080,1360,1150)
doctor-ad xyxy=(1374,1086,1594,1297)
row-value: 194.50 xyxy=(301,586,336,598)
post-office-text: Σάββατον 10 Αὐγούστου. Εἰς Κρήτην (Δίοδ) 11 π. μ. Εἰς Μιτυλήνην, Σάμον, καὶ Ρόδον. (Δίοδ) 8 π. μ. Εἰς Βουλγαρίαν καὶ Ρουμανίαν (Τζόν) 10 π. μ. Εἰς Εὐρώπην ἐν γένει καὶ Ἀμερικὴν (Φλόρα) 11 π. μ. Εἰς Χίον καὶ Σμύρνην (Φλόρα) 11 π. μ. Εἰς Δαρδανέλλια, Κωνσταντινούπολιν, Θράκην, Βουλγαρίαν, Ρουμανίαν καὶ Ρωσσίαν. (Δίοδ) 1 μ. μ. Εἰς Θεσσαλονίκην καὶ Σερβίαν (Τουρκ) 5 μ. μ. xyxy=(94,648,336,790)
article-paragraph: Α. Γρίβας εἰς τὸ ἐν Τριπόλει, ἀντὶ τοῦ Α. Χλαπα, ἀπολυομένου. Π. Σκιαδᾶς καθηγητὴς τῆς Γαλλικῆς εἰς τὸ ἐν Ἀθήναις Αʹ γυμνάσιον. xyxy=(602,678,850,720)
article-paragraph: Πρὸ τινος καιροῦ, ὡς ἐνθυμοῦμαι, εἶχεν ἀποπειραθῇ ἡ ξένη Βιβλικὴ Ἑταιρεία νὰ εἰσαγάγῃ τοιαύτας μεταφράσεις, ἀλλ' αἱ ἀρχαὶ ἀπηγόρευσαν τὴν εἰσαγωγήν». xyxy=(94,1087,336,1143)
article-paragraph: Διορίζεται βιβλιοθηκάριος τῆς ἐν Ἀθήναις Ἐθνικῆς Βιβλιοθήκης ὁ κ. Ἰω. Ἀρσένης. xyxy=(1114,410,1366,438)
article-paragraph: προσθέσωσιν τῆς πανηγύρεως ἐξεβίωσε χωρικοὺς διὰ πυκνῶν πυροβολισμῶν, τελείως δὲ ἐτραυμάτισεν ὀλίγους χωροφύλακες. Οἱ κάτοικοι ἐπιμένουν νὰ τιμωρηθῇ ὁ ἔνοχος. xyxy=(346,181,592,236)
machines-title: ΜΗΧΑΝΑΙ xyxy=(1182,1169,1298,1194)
article-paragraph: Μετατίθενται ἐναλλὰξ οἱ ἑξῆς ἑλληνοδιδάσκαλοι: Ἀγ. Τσάτσος τοῦ ἐν Βελίτσῃ καὶ Π. Αὐγέρης τοῦ ἐν Ἀθήναις Αʹ ἀρρένων. xyxy=(858,665,1106,721)
table-row xyxy=(94,560,336,573)
rental-ad: Ἐνοικιάζεται ἀπὸ σήμερον ἐπὶ τῆς ὁδοῦ Οἰκονόμου ἀρ. 27 ἐν ᾗ ἄνω Ἀνατολικωτέρῳ τῆς ὁδοῦ Ἀθηνᾶς καὶ Κοτζιᾶ 5 δωματίων. xyxy=(1374,619,1594,675)
companies-table xyxy=(94,324,336,467)
article-paragraph: Ἡ ἀγορὰ τῆς σταφίδος σήμερον παρουσίασε ζωηρότητα. Αἱ τιμαὶ ἐκυμάνθησαν μεταξὺ 145 καὶ 150 φράγκων κατὰ χιλιόλιτρον διὰ τὴν καλὴν ποιότητα. Αἱ εἰσαγωγαὶ σήμερον ἐξ Ἠλείας, Πύργου καὶ Πατρῶν ἀνῆλθον εἰς 700.000 ἐνετικὰς λίτρας. Ἡ ἀπόφασις τῆς Προνομιούχου Ἑταιρείας προκαλεῖ ἐνδιαφέρον εἰς τοὺς ἐμπόρους. xyxy=(346,774,592,901)
row-name: Ἑταιρία Ἀτμοπλοΐας xyxy=(94,377,199,389)
table-row xyxy=(94,573,336,586)
dateline: ΠΑΤΡΑΙ, 9 Αὐγούστου xyxy=(394,755,544,770)
column-5 xyxy=(1114,180,1366,1267)
article-paragraph: «Ἠμεῖς ἐπρέξαμεν πᾶν ὅ,τι εἶνε δυνατὸν ὅπως μὴ εἰσαχθῶσιν μεταφρασμένα Εὐαγγέλια εἰς τὸ ἐσωτερικόν. Ἐδώκαμεν αὐστηρὰς διαταγὰς εἰς πάσας τὰς παρκλιακὰς ἀρχάς, τοὺς νομάρχας, τοὺς ἐπάρχους, ἀστυνόμους κλπ. δὲν παραχωροῦμεν αὐτούς, ὅπως ἀγρύπνως ἐπιτηρῶσι καὶ ματαιώσωσι πᾶσαν ἀπόπειραν εἰσαγωγῆς μεταφράσεων. xyxy=(94,955,336,1082)
table-row xyxy=(94,487,336,500)
row-value: 159.75 xyxy=(301,265,336,277)
table-row xyxy=(94,547,336,560)
row-value: — xyxy=(267,599,278,611)
row-name: Ἐπὶ Αὐστρίας xyxy=(94,573,165,585)
minister-heading: ΤΙ ΛΕΓΕΙ Ο κ. ΤΡΙΑΝΤΑΦΥΛΛΑΚΟΣ xyxy=(97,889,333,904)
royal-patronage-ad xyxy=(1114,696,1366,941)
article-paragraph: Τῇ συνδρομῇ πολλῶν ἀστυφυλάκων οἱ συλληφθέντες ὡδηγήθησαν εἰς τὸ τμῆμα. xyxy=(346,1157,592,1184)
column-rule xyxy=(1369,178,1370,2163)
article-paragraph: Οἱ πολῖται Πράσας Τσόρμης καὶ δύο ἄλλοι διηγοῦντο ἐπὶ μιᾶς συκοφαντίας τῆς ὁδοῦ Ἀστερίου. xyxy=(346,1002,592,1043)
row-name: Μεταλλουργεῖον Λαυρίου xyxy=(94,325,225,337)
article-paragraph: Ἰ. Μπουσούτης εἰς τὸ Σπυρίδου, ἀντὶ τοῦ Γ. Δημάκου. Γ. Παπαθεοδώρου τοῦ ἐν Πλατάνῳ εἰς τὸ ἐν Τριπόλει, ἀντὶ τοῦ Κ. Παπασταύρου, μετατιθεμένου. xyxy=(602,1181,850,1237)
patronage-label: Ὑπὸ τὴν ὑψηλὴν προστασίαν τῆς Α. Β. Ὑψηλότητος τοῦ Βασιλόπαιδος τῆς Ἑλλάδος Γεωργίου Ὑπάτου Ἁρμοστοῦ ἐν Κρήτῃ xyxy=(1123,702,1357,758)
table-row xyxy=(94,402,336,415)
row-value: 950.— xyxy=(303,442,336,454)
tailor-text-2: Τὸ ἐργαστήριον ἐξακολουθεῖ ἐκτελοῦν παραγγελίας ἐνδυμάτων καὶ εἰς τιμὰς ἀρίστας. xyxy=(1120,640,1360,681)
